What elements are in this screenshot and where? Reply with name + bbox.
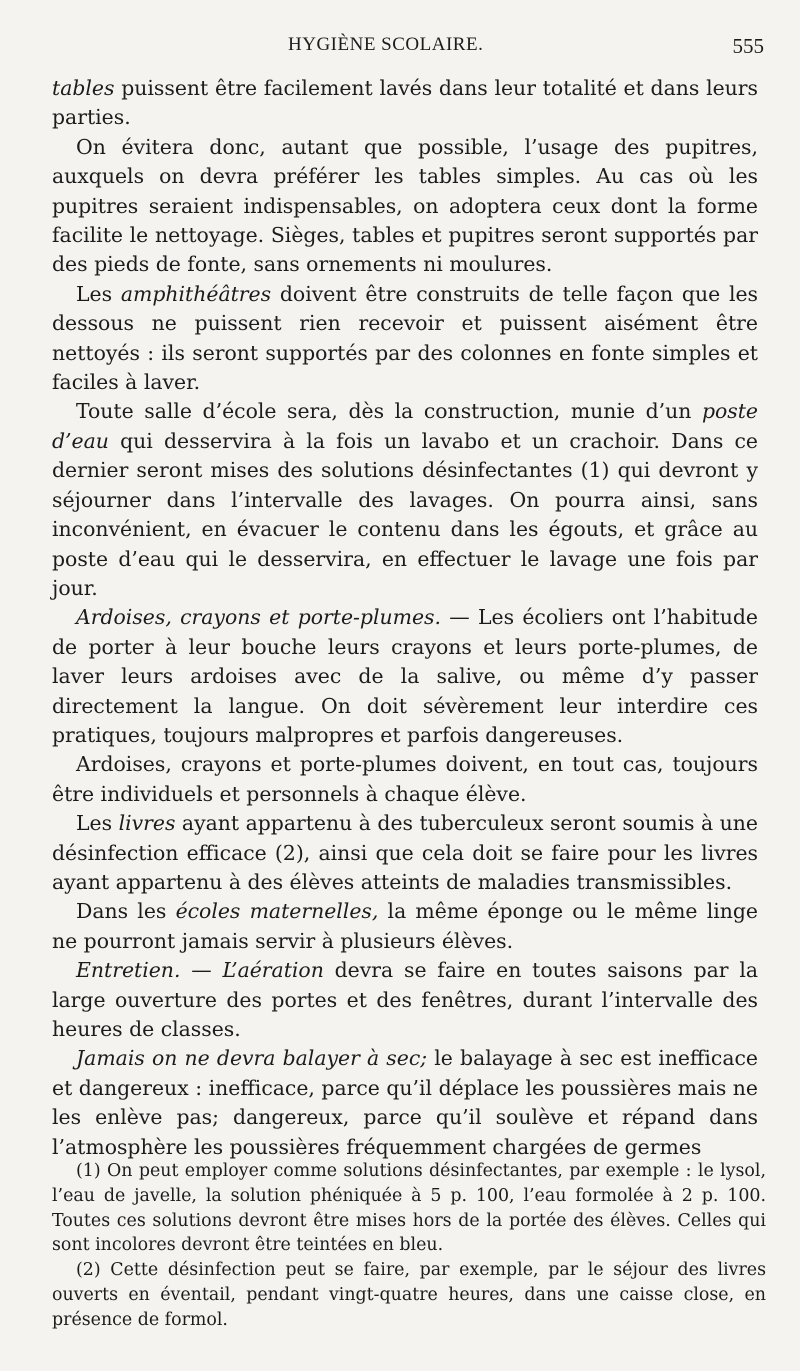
italic-run: L’aération [222,958,324,983]
text-run: Les [76,811,119,836]
body-text [52,74,758,1162]
paragraph [52,1044,758,1162]
italic-run: écoles maternelles, [175,899,379,924]
paragraph [52,74,758,133]
text-run: ayant appartenu à des tuberculeux seront soumis à une désinfection efficace (2), ainsi que cela doit se faire pour les livres ayant appartenu à des élèves atteints de maladies transmissibles. [52,811,758,894]
text-run: — [180,958,223,983]
italic-run: poste d’eau [52,399,758,453]
paragraph [52,603,758,750]
text-run: On évitera donc, autant que possible, l’usage des pupitres, auxquels on devra préférer les tables simples. Au cas où les pupitres seraient indispensables, on adoptera ceux dont la forme facilite le nettoyage. Sièges, tables et pupitres seront supportés par des pieds de fonte, sans ornements ni moulures. [52,134,758,277]
running-title: HYGIÈNE SCOLAIRE. [288,34,484,55]
italic-run: amphithéâtres [120,281,272,306]
footnote-2: (2) Cette désinfection peut se faire, par exemple, par le séjour des livres ouverts en éventail, pendant vingt-quatre heures, dans une caisse close, en présence de formol. [52,1260,766,1330]
paragraph [52,133,758,280]
page-header [52,30,772,60]
text-run: devra se faire en toutes saisons par la large ouverture des portes et des fenêtres, durant l’intervalle des heures de classes. [52,958,758,1041]
paragraph [52,397,758,603]
text-run: — Les écoliers ont l’habitude de porter à leur bouche leurs crayons et leurs porte-plumes, de laver leurs ardoises avec de la salive, ou même d’y passer directement la langue. On doit sévèrement leur interdire ces pratiques, toujours malpropres et parfois dangereuses. [52,605,758,747]
text-run: la même éponge ou le même linge ne pourront jamais servir à plusieurs élèves. [52,899,758,953]
text-run: Les [76,281,121,306]
italic-run: Jamais on ne devra balayer à sec; [76,1046,428,1071]
italic-run: Ardoises, crayons et porte-plumes. [76,605,441,630]
text-run: le balayage à sec est inefficace et dangereux : inefficace, parce qu’il déplace les poussières mais ne les enlève pas; dangereux, parce qu’il soulève et répand dans l’atmosphère les poussières fréquemment chargées de germes [52,1046,758,1159]
footnotes [52,1159,766,1333]
italic-run: livres [118,811,176,836]
paragraph [52,809,758,897]
text-run: Ardoises, crayons et porte-plumes doivent, en tout cas, toujours être individuels et personnels à chaque élève. [52,752,758,806]
paragraph [52,897,758,956]
paragraph [52,956,758,1044]
text-run: Dans les [76,899,176,924]
text-run: qui desservira à la fois un lavabo et un crachoir. Dans ce dernier seront mises des solutions désinfectantes (1) qui devront y séjourner dans l’intervalle des lavages. On pourra ainsi, sans inconvénient, en évacuer le contenu dans les égouts, et grâce au poste d’eau qui le desservira, en effectuer le lavage une fois par jour. [52,428,758,600]
footnote-1: (1) On peut employer comme solutions désinfectantes, par exemple : le lysol, l’eau de javelle, la solution phéniquée à 5 p. 100, l’eau formolée à 2 p. 100. Toutes ces solutions devront être mises hors de la portée des élèves. Celles qui sont incolores devront être teintées en bleu. [52,1161,766,1256]
text-run: doivent être construits de telle façon que les dessous ne puissent rien recevoir et puissent aisément être nettoyés : ils seront supportés par des colonnes en fonte simples et faciles à laver. [52,281,758,395]
italic-run: Entretien. [76,958,181,983]
page-number: 555 [732,34,764,58]
paragraph [52,280,758,398]
italic-run: tables [52,76,115,100]
text-run: Toute salle d’école sera, dès la construction, munie d’un [76,399,702,424]
paragraph [52,750,758,809]
text-run: puissent être facilement lavés dans leur totalité et dans leurs parties. [52,76,758,130]
